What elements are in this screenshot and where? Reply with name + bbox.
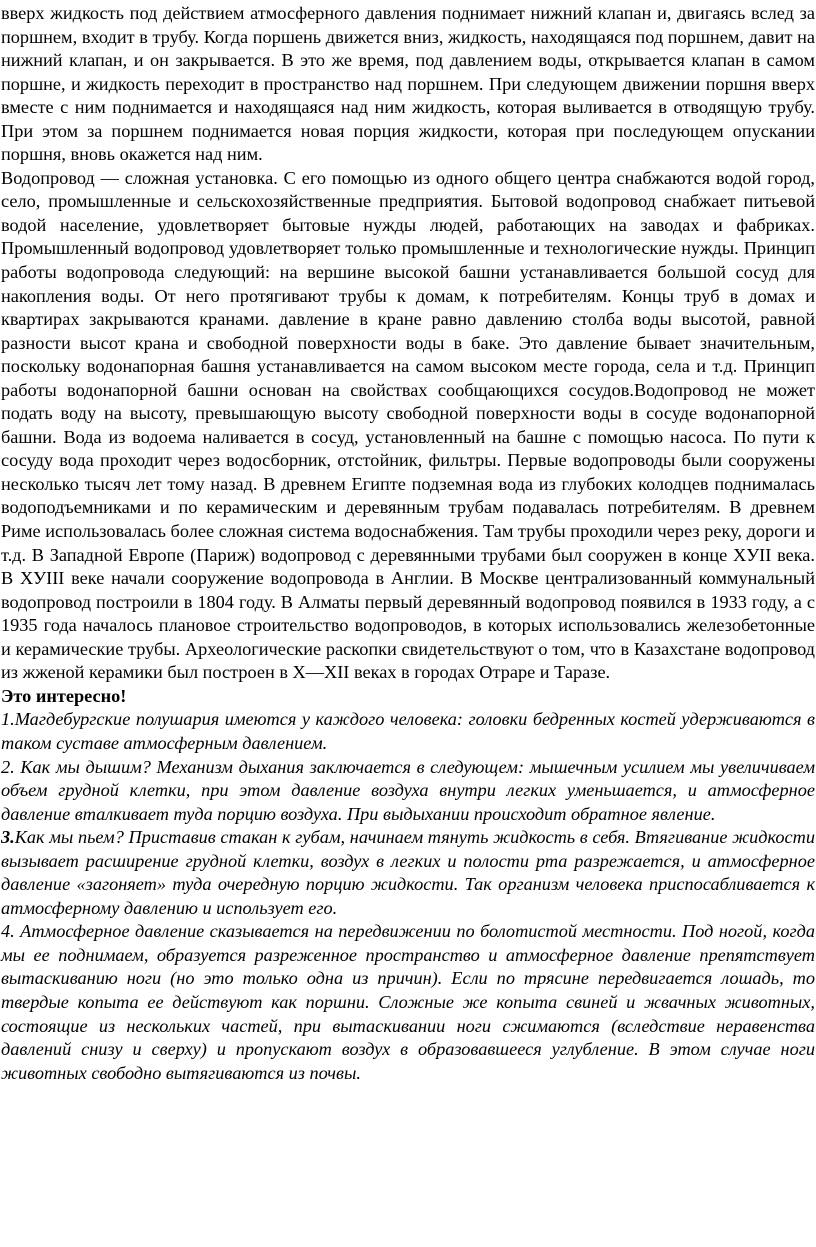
fact-item-3-number: 3. xyxy=(1,827,15,848)
fact-item-3 xyxy=(1,826,815,920)
paragraph-water-supply: Водопровод — сложная установка. С его помощью из одного общего центра снабжаются водой город, село, промышленные и сельскохозяйственные предприятия. Бытовой водопровод снабжает питьевой водой население, удовлетворяет бытовые нужды людей, работающих на заводах и фабриках. Промышленный водопровод удовлетворяет только промышленные и технологические нужды. Принцип работы водопровода следующий: на вершине высокой башни устанавливается большой сосуд для накопления воды. От него протягивают трубы к домам, к потребителям. Концы труб в домах и квартирах закрываются кранами. давление в кране равно давлению столба воды высотой, равной разности высот крана и свободной поверхности воды в баке. Это давление бывает значительным, поскольку водонапорная башня устанавливается на самом высоком месте города, села и т.д. Принцип работы водонапорной башни основан на свойствах сообщающихся сосудов.Водопровод не может подать воду на высоту, превышающую высоту свободной поверхности воды в сосуде водонапорной башни. Вода из водоема наливается в сосуд, установленный на башне с помощью насоса. По пути к сосуду вода проходит через водосборник, отстойник, фильтры. Первые водопроводы были сооружены несколько тысяч лет тому назад. В древнем Египте подземная вода из глубоких колодцев поднималась водоподъемниками и по керамическим и деревянным трубам подавалась потребителям. В древнем Риме использовалась более сложная система водоснабжения. Там трубы проходили через реку, дороги и т.д. В Западной Европе (Париж) водопровод с деревянными трубами был сооружен в конце ХУII века. В ХУIII веке начали сооружение водопровода в Англии. В Москве централизованный коммунальный водопровод построили в 1804 году. В Алматы первый деревянный водопровод появился в 1933 году, а с 1935 года началось плановое строительство водопроводов, в которых использовались железобетонные и керамические трубы. Археологические раскопки свидетельствуют о том, что в Казахстане водопровод из жженой керамики был построен в Х—ХII веках в городах Отраре и Таразе. xyxy=(1,167,815,683)
fact-item-3-text: Как мы пьем? Приставив стакан к губам, начинаем тянуть жидкость в себя. Втягивание жидкости вызывает расширение грудной клетки, воздух в легких и полости рта разрежается, и атмосферное давление «загоняет» туда очередную порцию жидкости. Так организм человека приспосабливается к атмосферному давлению и использует его. xyxy=(1,827,815,918)
section-heading-interesting: Это интересно! xyxy=(1,685,127,706)
fact-item-4: 4. Атмосферное давление сказывается на передвижении по болотистой местности. Под ногой, когда мы ее поднимаем, образуется разреженное пространство и атмосферное давление препятствует вытаскиванию ноги (но это только одна из причин). Если по трясине передвигается лошадь, то твердые копыта ее действуют как поршни. Сложные же копыта свиней и жвачных животных, состоящие из нескольких частей, при вытаскивании ноги сжимаются (вследствие неравенства давлений снизу и сверху) и пропускают воздух в образовавшееся углубление. В этом случае ноги животных свободно вытягиваются из почвы. xyxy=(1,921,815,1083)
fact-item-1: 1.Магдебургские полушария имеются у каждого человека: головки бедренных костей удерживаются в таком суставе атмосферным давлением. xyxy=(1,709,815,753)
fact-item-2: 2. Как мы дышим? Механизм дыхания заключается в следующем: мышечным усилием мы увеличиваем объем грудной клетки, при этом давление воздуха внутри легких уменьшается, и атмосферное давление вталкивает туда порцию воздуха. При выдыхании происходит обратное явление. xyxy=(1,756,815,824)
paragraph-pump: вверх жидкость под действием атмосферного давления поднимает нижний клапан и, двигаясь вслед за поршнем, входит в трубу. Когда поршень движется вниз, жидкость, находящаяся под поршнем, давит на нижний клапан, и он закрывается. В это же время, под давлением воды, открывается клапан в самом поршне, и жидкость переходит в пространство над поршнем. При следующем движении поршня вверх вместе с ним поднимается и находящаяся над ним жидкость, которая выливается в отводящую трубу. При этом за поршнем поднимается новая порция жидкости, которая при последующем опускании поршня, вновь окажется над ним. xyxy=(1,3,815,165)
